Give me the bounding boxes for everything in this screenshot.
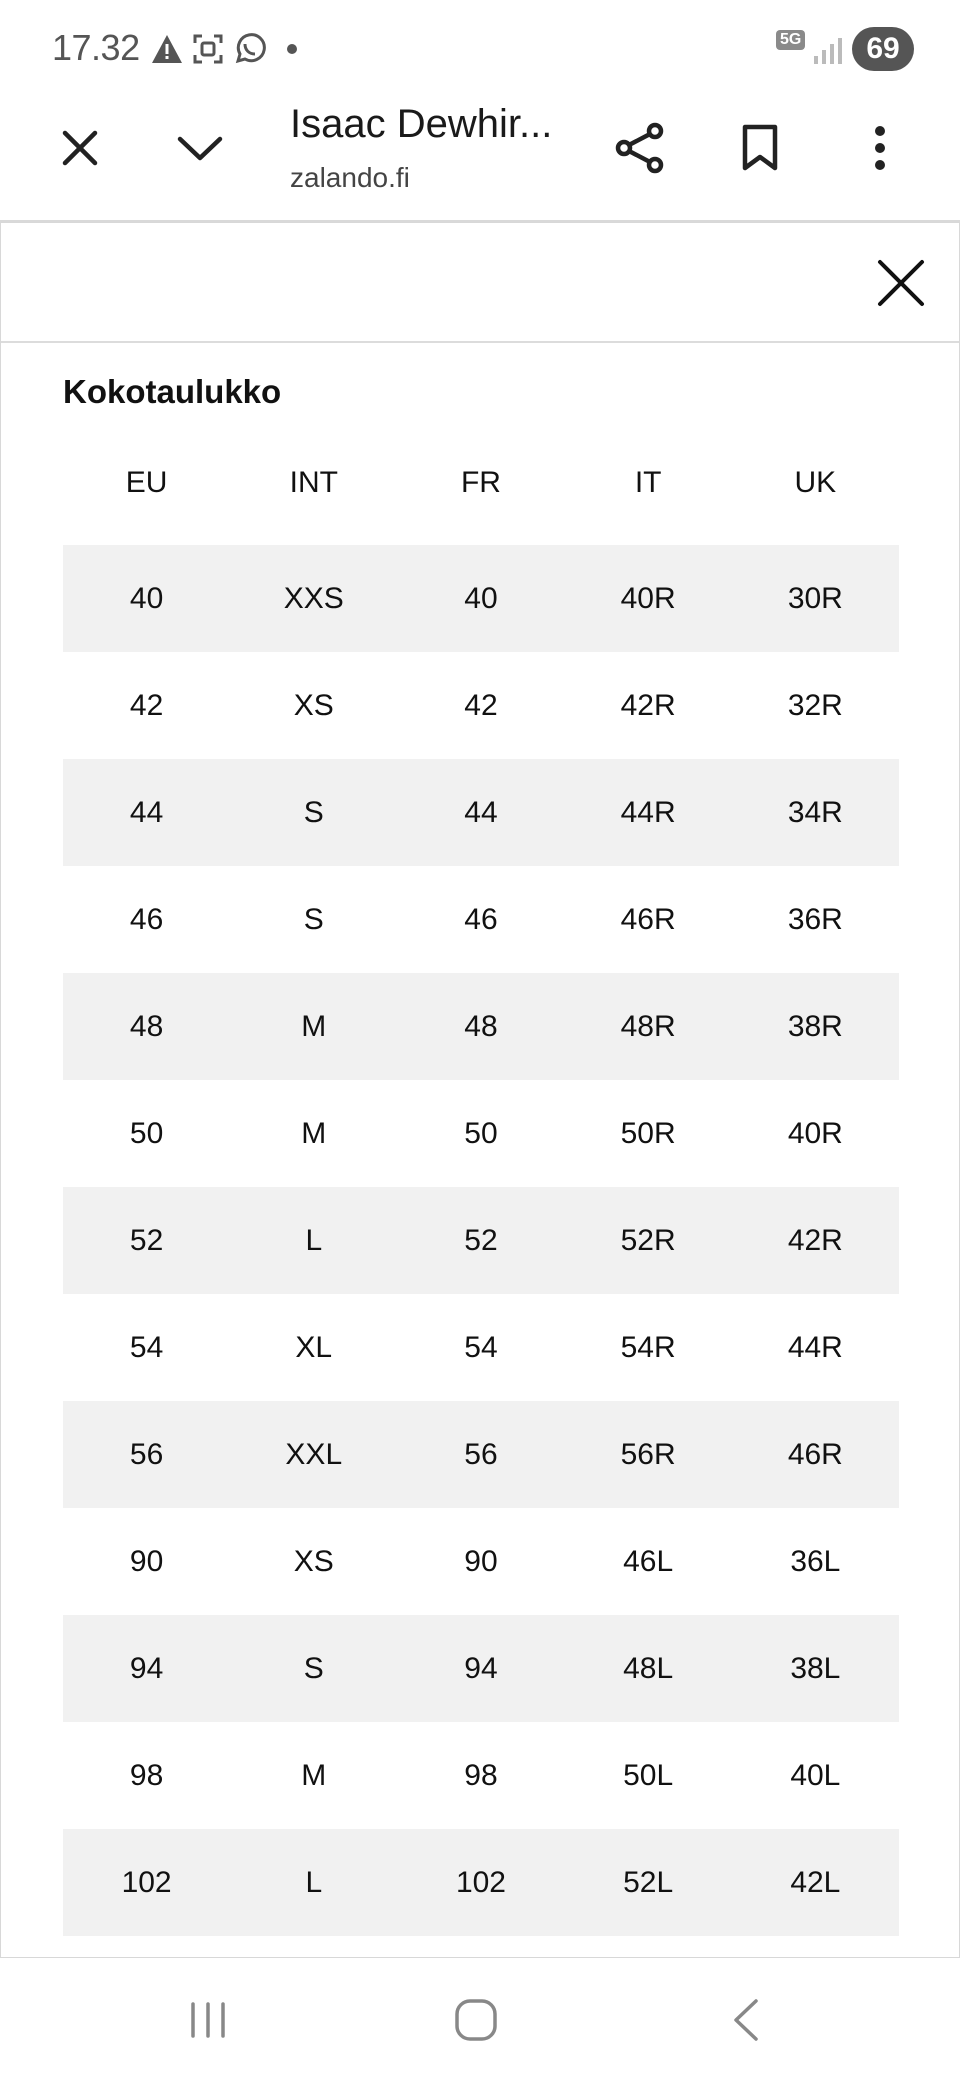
table-cell: L xyxy=(305,1223,323,1257)
table-cell: 56R xyxy=(620,1437,676,1471)
table-cell: 46R xyxy=(620,902,676,936)
table-cell: S xyxy=(303,795,324,829)
table-cell: 52 xyxy=(129,1223,164,1257)
chevron-down-icon xyxy=(176,133,224,168)
table-row xyxy=(63,1722,899,1829)
table-row xyxy=(63,759,899,866)
sheet-close-button[interactable] xyxy=(861,245,941,325)
system-nav-bar xyxy=(0,1958,960,2080)
table-cell: 46R xyxy=(787,1437,843,1471)
table-cell: 56 xyxy=(129,1437,164,1471)
close-icon xyxy=(60,128,100,173)
dot-icon xyxy=(286,28,298,70)
table-row xyxy=(63,1187,899,1294)
table-cell: 54 xyxy=(464,1330,498,1364)
table-cell: 48R xyxy=(620,1009,676,1043)
table-cell: 56 xyxy=(464,1437,498,1471)
table-cell: 30R xyxy=(787,581,843,615)
screen-capture-icon xyxy=(192,28,224,70)
table-cell: 48 xyxy=(129,1009,164,1043)
table-row xyxy=(63,866,899,973)
column-header: FR xyxy=(460,466,501,499)
table-cell: 102 xyxy=(455,1865,506,1899)
table-cell: 50 xyxy=(464,1116,498,1150)
table-cell: M xyxy=(301,1758,327,1792)
table-row xyxy=(63,1508,899,1615)
recent-apps-icon xyxy=(188,2000,228,2045)
more-vert-icon xyxy=(874,125,886,176)
page-title: Isaac Dewhir... xyxy=(290,102,553,146)
table-cell: 46L xyxy=(623,1544,674,1578)
network-5g-badge: 5G xyxy=(776,30,805,50)
back-icon xyxy=(731,1998,761,2047)
share-button[interactable] xyxy=(598,108,682,192)
table-row xyxy=(63,652,899,759)
table-cell: 36L xyxy=(790,1544,841,1578)
table-cell: 42 xyxy=(129,688,164,722)
status-time: 17.32 xyxy=(52,27,140,68)
table-row xyxy=(63,1401,899,1508)
table-cell: 52L xyxy=(623,1865,674,1899)
back-button[interactable] xyxy=(696,1982,796,2062)
table-cell: XXS xyxy=(283,581,344,615)
sheet-header xyxy=(1,223,959,343)
column-header: INT xyxy=(289,466,338,499)
table-cell: 50R xyxy=(620,1116,676,1150)
table-cell: 44R xyxy=(620,795,676,829)
table-cell: XXL xyxy=(285,1437,343,1471)
table-row xyxy=(63,973,899,1080)
table-cell: 48 xyxy=(464,1009,498,1043)
table-cell: S xyxy=(303,902,324,936)
whatsapp-icon xyxy=(233,28,267,70)
table-cell: XS xyxy=(293,688,334,722)
close-icon xyxy=(876,258,926,313)
table-cell: 32R xyxy=(787,688,843,722)
table-row xyxy=(63,1080,899,1187)
warning-icon xyxy=(150,28,184,70)
table-cell: 38R xyxy=(787,1009,843,1043)
table-cell: 54R xyxy=(620,1330,676,1364)
column-header: EU xyxy=(125,466,168,499)
table-cell: M xyxy=(301,1009,327,1043)
size-chart-sheet xyxy=(0,222,960,1959)
table-cell: S xyxy=(303,1651,324,1685)
table-cell: 54 xyxy=(129,1330,164,1364)
home-button[interactable] xyxy=(426,1982,526,2062)
size-chart-title: Kokotaulukko xyxy=(63,373,282,410)
minimize-button[interactable] xyxy=(158,108,242,192)
table-cell: 40 xyxy=(464,581,498,615)
table-cell: 40R xyxy=(620,581,676,615)
table-row xyxy=(63,1294,899,1401)
table-row xyxy=(63,545,899,652)
table-header-row xyxy=(63,421,899,545)
table-cell: XL xyxy=(295,1330,333,1364)
table-cell: 50 xyxy=(129,1116,164,1150)
table-cell: 50L xyxy=(623,1758,674,1792)
table-cell: 94 xyxy=(464,1651,498,1685)
home-icon xyxy=(454,1998,498,2047)
table-cell: 44 xyxy=(464,795,498,829)
table-cell: 48L xyxy=(623,1651,674,1685)
table-row xyxy=(63,1615,899,1722)
size-table xyxy=(63,421,899,1936)
table-cell: 102 xyxy=(121,1865,172,1899)
close-tab-button[interactable] xyxy=(38,108,122,192)
table-cell: M xyxy=(301,1116,327,1150)
table-cell: XS xyxy=(293,1544,334,1578)
table-cell: 42R xyxy=(620,688,676,722)
table-cell: 38L xyxy=(790,1651,841,1685)
page-url: zalando.fi xyxy=(290,162,410,193)
table-cell: 98 xyxy=(129,1758,164,1792)
share-icon xyxy=(615,122,665,179)
column-header: UK xyxy=(794,466,837,499)
signal-icon xyxy=(812,38,842,69)
bookmark-button[interactable] xyxy=(718,108,802,192)
battery-indicator: 69 xyxy=(852,27,914,71)
table-cell: 34R xyxy=(787,795,843,829)
table-cell: 52R xyxy=(620,1223,676,1257)
table-cell: 42L xyxy=(790,1865,841,1899)
table-cell: 36R xyxy=(787,902,843,936)
table-cell: 98 xyxy=(464,1758,498,1792)
bookmark-icon xyxy=(741,124,779,177)
table-cell: 40L xyxy=(790,1758,841,1792)
table-cell: 94 xyxy=(129,1651,164,1685)
table-cell: 44 xyxy=(129,795,164,829)
table-cell: 90 xyxy=(464,1544,498,1578)
table-cell: 46 xyxy=(464,902,498,936)
table-cell: L xyxy=(305,1865,323,1899)
table-cell: 44R xyxy=(787,1330,843,1364)
table-row xyxy=(63,1829,899,1936)
table-cell: 90 xyxy=(129,1544,164,1578)
table-cell: 42 xyxy=(464,688,498,722)
status-bar xyxy=(0,0,960,100)
table-cell: 46 xyxy=(129,902,164,936)
column-header: IT xyxy=(634,466,662,499)
table-cell: 52 xyxy=(464,1223,498,1257)
recent-apps-button[interactable] xyxy=(158,1982,258,2062)
table-cell: 40 xyxy=(129,581,164,615)
table-cell: 42R xyxy=(787,1223,843,1257)
table-cell: 40R xyxy=(787,1116,843,1150)
more-options-button[interactable] xyxy=(838,108,922,192)
